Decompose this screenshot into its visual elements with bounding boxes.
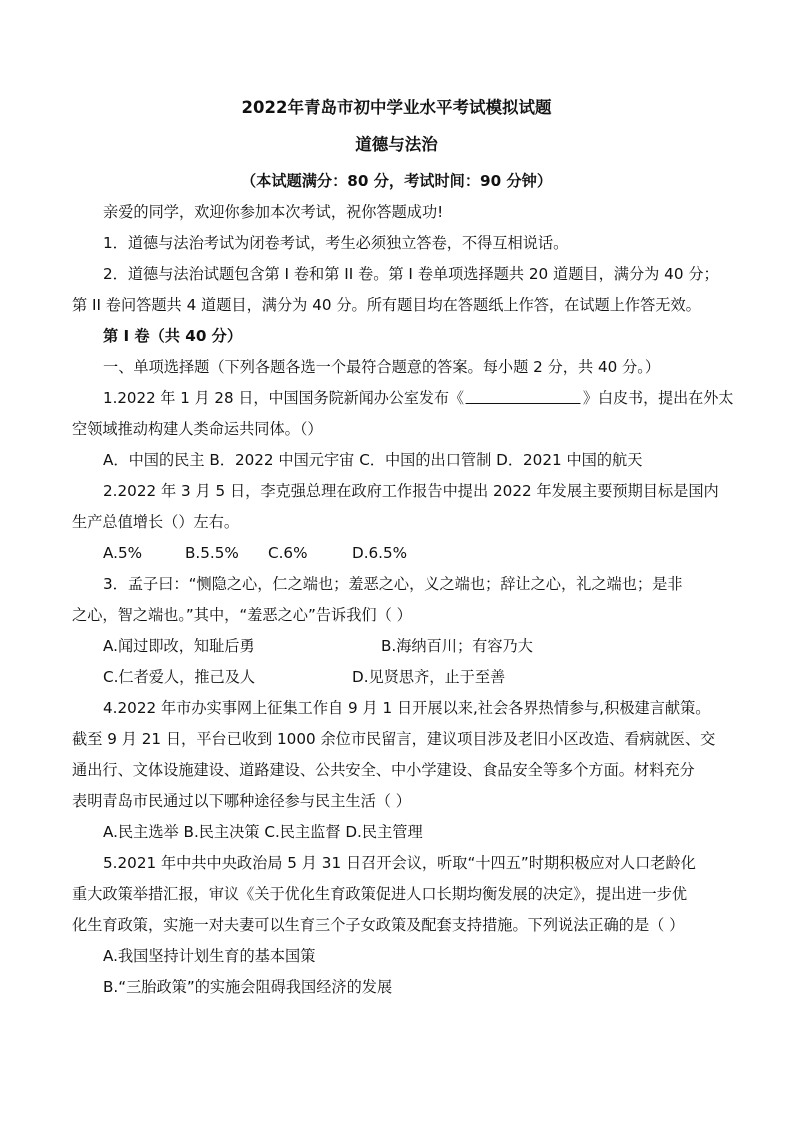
question-3-option-b: B.海纳百川；有容乃大 bbox=[381, 637, 533, 655]
question-1-options: A．中国的民主 B．2022 中国元宇宙 C．中国的出口管制 D．2021 中国的航天 bbox=[103, 451, 643, 469]
question-5-stem-line-3: 化生育政策，实施一对夫妻可以生育三个子女政策及配套支持措施。下列说法正确的是（ ） bbox=[72, 916, 685, 934]
question-4-stem-line-1: 4.2022 年市办实事网上征集工作自 9 月 1 日开展以来,社会各界热情参与,积极建言献策。 bbox=[103, 699, 711, 717]
question-3-option-d: D.见贤思齐，止于至善 bbox=[352, 668, 506, 686]
question-3-stem-line-2: 之心，智之端也。”其中，“羞恶之心”告诉我们（ ） bbox=[72, 606, 412, 624]
question-4-stem-line-2: 截至 9 月 21 日，平台已收到 1000 余位市民留言，建议项目涉及老旧小区改造、看病就医、交 bbox=[72, 730, 716, 748]
question-3-option-a: A.闻过即改，知耻后勇 bbox=[103, 637, 255, 655]
section-instruction: 一、单项选择题（下列各题各选一个最符合题意的答案。每小题 2 分，共 40 分。） bbox=[103, 358, 661, 376]
question-2-option-b: B.5.5% bbox=[185, 544, 239, 562]
section-heading: 第 I 卷（共 40 分） bbox=[103, 327, 243, 345]
question-5-option-b: B.“三胎政策”的实施会阻碍我国经济的发展 bbox=[103, 978, 393, 996]
question-3-option-c: C.仁者爱人，推己及人 bbox=[103, 668, 256, 686]
greeting: 亲爱的同学，欢迎你参加本次考试，祝你答题成功! bbox=[103, 203, 444, 221]
question-5-stem-line-1: 5.2021 年中共中央政治局 5 月 31 日召开会议，听取“十四五”时期积极应对人口老龄化 bbox=[103, 854, 696, 872]
question-1-stem-post: 》白皮书，提出在外太 bbox=[582, 389, 734, 407]
question-2-option-c: C.6% bbox=[268, 544, 308, 562]
question-2-stem-line-1: 2.2022 年 3 月 5 日，李克强总理在政府工作报告中提出 2022 年发展主要预期目标是国内 bbox=[103, 482, 719, 500]
exam-title: 2022年青岛市初中学业水平考试模拟试题 bbox=[241, 98, 552, 117]
question-1-stem-line-2: 空领域推动构建人类命运共同体。（） bbox=[72, 420, 323, 438]
note-2-line-1: 2．道德与法治试题包含第 I 卷和第 II 卷。第 I 卷单项选择题共 20 道题目，满分为 40 分； bbox=[103, 265, 719, 283]
question-5-option-a: A.我国坚持计划生育的基本国策 bbox=[103, 947, 316, 965]
question-5-stem-line-2: 重大政策举措汇报，审议《关于优化生育政策促进人口长期均衡发展的决定》，提出进一步优 bbox=[72, 885, 688, 903]
question-4-options: A.民主选举 B.民主决策 C.民主监督 D.民主管理 bbox=[103, 823, 423, 841]
note-2-line-2: 第 II 卷问答题共 4 道题目，满分为 40 分。所有题目均在答题纸上作答，在试题上作答无效。 bbox=[72, 296, 701, 314]
note-1: 1．道德与法治考试为闭卷考试，考生必须独立答卷，不得互相说话。 bbox=[103, 234, 569, 252]
question-2-option-d: D.6.5% bbox=[352, 544, 408, 562]
question-4-stem-line-3: 通出行、文体设施建设、道路建设、公共安全、中小学建设、食品安全等多个方面。材料充分 bbox=[72, 761, 695, 779]
question-4-stem-line-4: 表明青岛市民通过以下哪种途径参与民主生活（ ） bbox=[72, 792, 411, 810]
question-1-stem-pre: 1.2022 年 1 月 28 日，中国国务院新闻办公室发布《 bbox=[103, 389, 465, 407]
question-2-option-a: A.5% bbox=[103, 544, 143, 562]
question-1-stem-line-1 bbox=[103, 387, 733, 409]
answer-blank bbox=[466, 389, 581, 404]
question-2-stem-line-2: 生产总值增长（）左右。 bbox=[72, 513, 240, 531]
exam-info: （本试题满分：80 分，考试时间：90 分钟） bbox=[240, 172, 553, 190]
subject-title: 道德与法治 bbox=[355, 135, 438, 154]
question-3-stem-line-1: 3．孟子曰：“恻隐之心，仁之端也；羞恶之心，义之端也；辞让之心，礼之端也；是非 bbox=[103, 575, 683, 593]
